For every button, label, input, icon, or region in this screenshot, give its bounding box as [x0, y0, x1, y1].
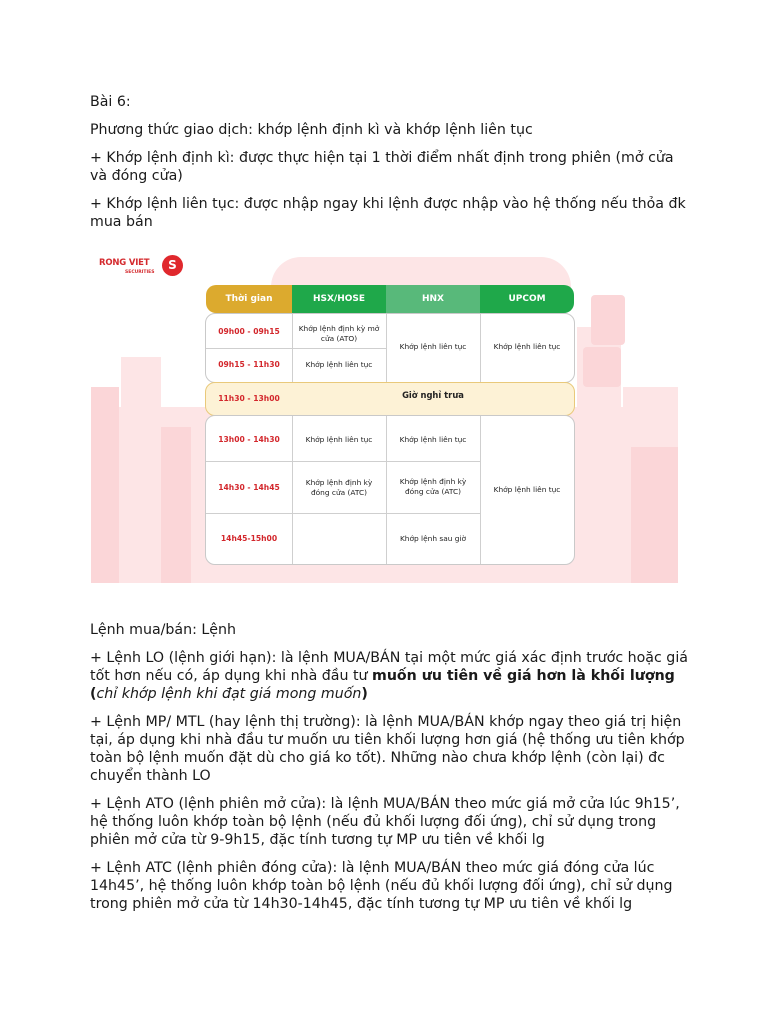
lo-order-paragraph: + Lệnh LO (lệnh giới hạn): là lệnh MUA/BÁN tại một mức giá xác định trước hoặc giá tốt hơn nếu có, áp dụng khi nhà đầu tư muốn ưu tiên về giá hơn là khối lượng (chỉ khớp lệnh khi đạt giá mong muốn): [90, 650, 688, 702]
mp-order-paragraph: + Lệnh MP/ MTL (hay lệnh thị trường): là lệnh MUA/BÁN khớp ngay theo giá trị hiện tại, áp dụng khi nhà đầu tư muốn ưu tiên khối lượng hơn giá (hệ thống ưu tiên khớp toàn bộ lệnh muốn đặt dù cho giá ko tốt). Những nào chưa khớp lệnh (còn lại) đc chuyển thành LO: [90, 714, 685, 784]
hnx-continuous-morning: Khớp lệnh liên tục: [399, 342, 467, 351]
time-0915-1130: 09h15 - 11h30: [218, 360, 280, 369]
upcom-continuous-afternoon: Khớp lệnh liên tục: [493, 485, 561, 494]
trading-schedule-image: [91, 247, 678, 583]
atc-order-paragraph: + Lệnh ATC (lệnh phiên đóng cửa): là lệnh MUA/BÁN theo mức giá đóng cửa lúc 14h45’, hệ thống luôn khớp toàn bộ lệnh (nếu đủ khối lượng đối ứng), chỉ sử dụng trong phiên mở cửa từ 14h30-14h45, đặc tính tương tự MP ưu tiên về khối lg: [90, 860, 673, 912]
orders-heading: Lệnh mua/bán: Lệnh: [90, 622, 237, 638]
rong-viet-logo: RONG VIET SECURITIES S: [99, 255, 189, 285]
hose-continuous-morning: Khớp lệnh liên tục: [305, 360, 373, 369]
ato-order-paragraph: + Lệnh ATO (lệnh phiên mở cửa): là lệnh MUA/BÁN theo mức giá mở cửa lúc 9h15’, hệ thống luôn khớp toàn bộ lệnh (nếu đủ khối lượng đối ứng), chỉ sử dụng trong phiên mở cửa từ 9-9h15, đặc tính tương tự MP ưu tiên về khối lg: [90, 796, 680, 848]
periodic-matching-line: + Khớp lệnh định kì: được thực hiện tại 1 thời điểm nhất định trong phiên (mở cửa và đóng cửa): [90, 150, 674, 184]
header-hnx: HNX: [386, 285, 480, 313]
trading-methods-line: Phương thức giao dịch: khớp lệnh định kì và khớp lệnh liên tục: [90, 122, 533, 138]
hnx-after-hours: Khớp lệnh sau giờ: [399, 534, 467, 543]
continuous-matching-line: + Khớp lệnh liên tục: được nhập ngay khi lệnh được nhập vào hệ thống nếu thỏa đk mua bán: [90, 196, 686, 230]
time-1445-1500: 14h45-15h00: [220, 534, 278, 543]
time-1300-1430: 13h00 - 14h30: [218, 435, 280, 444]
hnx-atc: Khớp lệnh định kỳ đóng cửa (ATC): [399, 477, 467, 496]
hose-atc: Khớp lệnh định kỳ đóng cửa (ATC): [305, 478, 373, 497]
time-0900-0915: 09h00 - 09h15: [218, 327, 280, 336]
header-hose: HSX/HOSE: [292, 285, 386, 313]
hose-ato: Khớp lệnh định kỳ mở cửa (ATO): [298, 324, 380, 343]
time-1430-1445: 14h30 - 14h45: [218, 483, 280, 492]
hnx-continuous-afternoon: Khớp lệnh liên tục: [399, 435, 467, 444]
hose-continuous-afternoon: Khớp lệnh liên tục: [305, 435, 373, 444]
header-upcom: UPCOM: [480, 285, 574, 313]
time-1130-1300: 11h30 - 13h00: [218, 394, 280, 403]
lunch-break-label: Giờ nghỉ trưa: [402, 390, 464, 400]
upcom-continuous-morning: Khớp lệnh liên tục: [493, 342, 561, 351]
exercise-title: Bài 6:: [90, 94, 131, 110]
header-time: Thời gian: [206, 285, 292, 313]
